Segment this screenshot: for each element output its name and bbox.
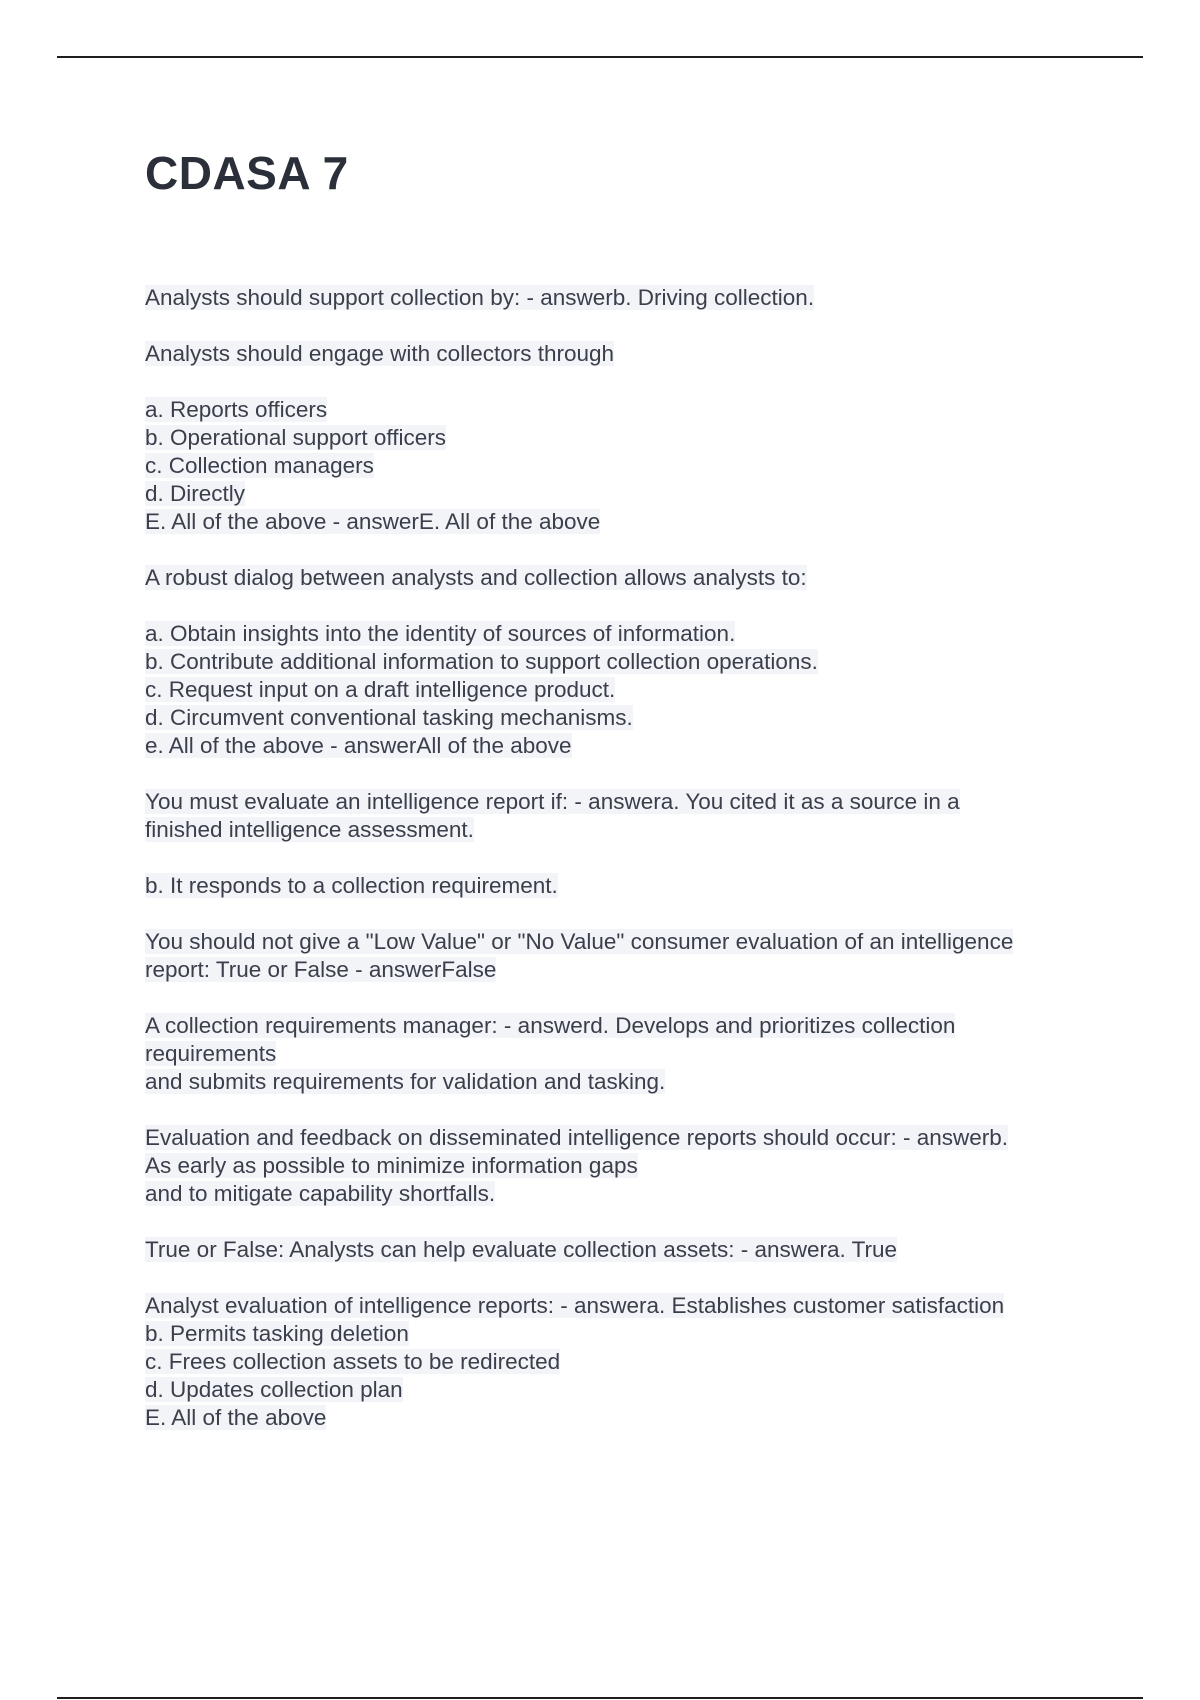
- text-line: b. Contribute additional information to support collection operations.: [145, 649, 818, 674]
- bottom-rule: [57, 1697, 1143, 1699]
- text-line: E. All of the above: [145, 1405, 327, 1430]
- text-line: c. Request input on a draft intelligence product.: [145, 677, 616, 702]
- text-line: and to mitigate capability shortfalls.: [145, 1181, 496, 1206]
- text-line: a. Reports officers: [145, 397, 328, 422]
- qa-block: [145, 1292, 1095, 1432]
- text-line: Evaluation and feedback on disseminated intelligence reports should occur: - answerb.: [145, 1125, 1009, 1150]
- qa-block: [145, 396, 1095, 536]
- text-line: Analysts should engage with collectors through: [145, 341, 615, 366]
- text-line: c. Collection managers: [145, 453, 374, 478]
- text-line: You should not give a "Low Value" or "No Value" consumer evaluation of an intelligence: [145, 929, 1014, 954]
- qa-block: [145, 872, 1095, 900]
- text-line: finished intelligence assessment.: [145, 817, 474, 842]
- text-line: e. All of the above - answerAll of the above: [145, 733, 572, 758]
- text-line: b. It responds to a collection requirement.: [145, 873, 558, 898]
- qa-block: [145, 564, 1095, 592]
- text-line: and submits requirements for validation and tasking.: [145, 1069, 666, 1094]
- top-rule: [57, 56, 1143, 58]
- qa-block: [145, 788, 1095, 844]
- text-line: requirements: [145, 1041, 277, 1066]
- qa-block: [145, 1012, 1095, 1096]
- text-line: A collection requirements manager: - answerd. Develops and prioritizes collection: [145, 1013, 956, 1038]
- text-line: report: True or False - answerFalse: [145, 957, 497, 982]
- text-line: d. Directly: [145, 481, 246, 506]
- text-line: Analyst evaluation of intelligence reports: - answera. Establishes customer satisfaction: [145, 1293, 1005, 1318]
- text-line: A robust dialog between analysts and collection allows analysts to:: [145, 565, 807, 590]
- text-line: As early as possible to minimize information gaps: [145, 1153, 638, 1178]
- text-line: b. Permits tasking deletion: [145, 1321, 409, 1346]
- qa-block: [145, 620, 1095, 760]
- text-line: Analysts should support collection by: - answerb. Driving collection.: [145, 285, 815, 310]
- document-body: [145, 284, 1095, 1460]
- text-line: c. Frees collection assets to be redirected: [145, 1349, 561, 1374]
- qa-block: [145, 284, 1095, 312]
- qa-block: [145, 1236, 1095, 1264]
- text-line: d. Circumvent conventional tasking mechanisms.: [145, 705, 633, 730]
- text-line: b. Operational support officers: [145, 425, 447, 450]
- qa-block: [145, 340, 1095, 368]
- qa-block: [145, 1124, 1095, 1208]
- document-title: CDASA 7: [145, 147, 349, 199]
- text-line: a. Obtain insights into the identity of sources of information.: [145, 621, 736, 646]
- text-line: You must evaluate an intelligence report if: - answera. You cited it as a source in a: [145, 789, 960, 814]
- qa-block: [145, 928, 1095, 984]
- text-line: d. Updates collection plan: [145, 1377, 403, 1402]
- text-line: True or False: Analysts can help evaluate collection assets: - answera. True: [145, 1237, 898, 1262]
- text-line: E. All of the above - answerE. All of the above: [145, 509, 601, 534]
